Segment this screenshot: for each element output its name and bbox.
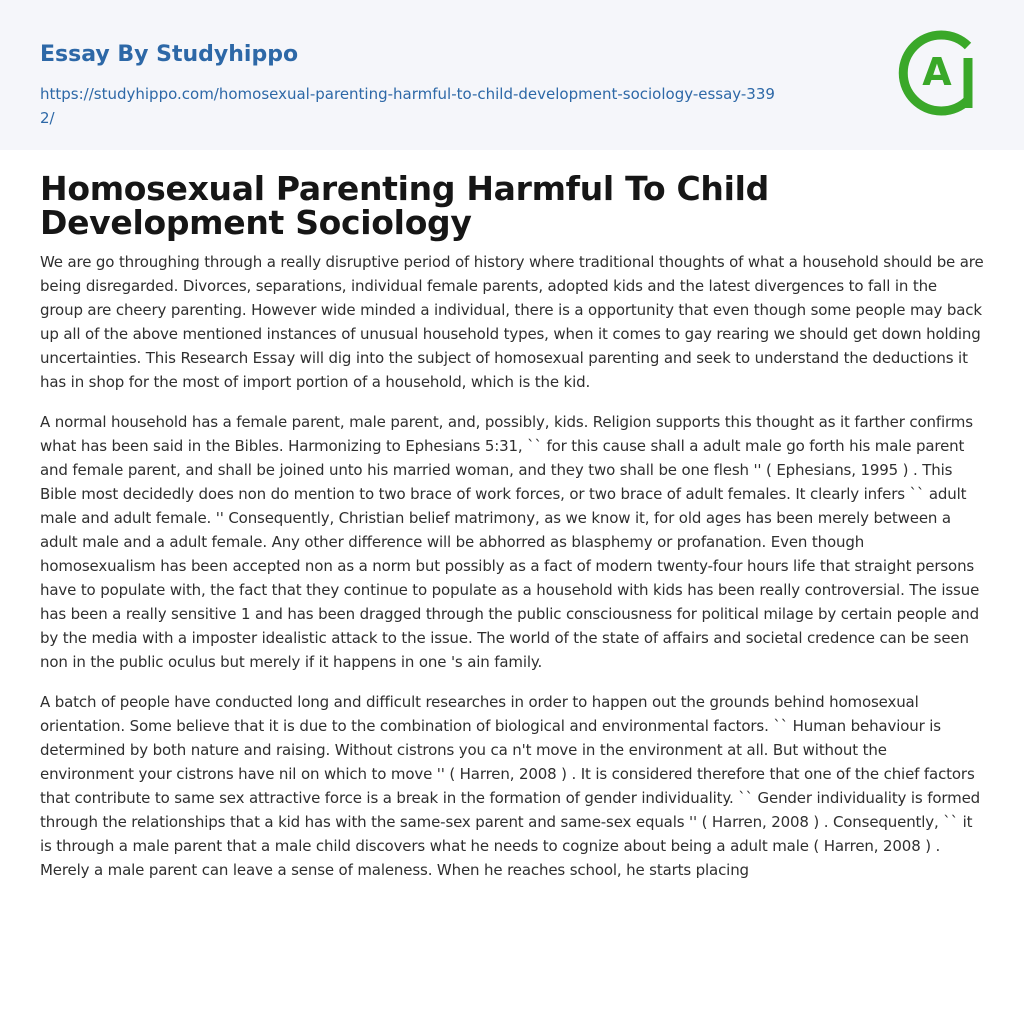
site-title[interactable]: Essay By Studyhippo [40,42,299,67]
studyhippo-logo-icon[interactable] [896,28,986,118]
essay-paragraph-3: A batch of people have conducted long and difficult researches in order to happen out the grounds behind homosexual orientation. Some believe that it is due to the combination of biological and environmental factors. `` Human behaviour is determined by both nature and raising. Without cistrons you ca n't move in the environment at all. But without the environment your cistrons have nil on which to move '' ( Harren, 2008 ) . It is considered therefore that one of the chief factors that contribute to same sex attractive force is a break in the formation of gender individuality. `` Gender individuality is formed through the relationships that a kid has with the same-sex parent and same-sex equals '' ( Harren, 2008 ) . Consequently, `` it is through a male parent that a male child discovers what he needs to cognize about being a adult male ( Harren, 2008 ) . Merely a male parent can leave a sense of maleness. When he reaches school, he starts placing [40,693,981,879]
essay-paragraph-2: A normal household has a female parent, male parent, and, possibly, kids. Religion supports this thought as it farther confirms what has been said in the Bibles. Harmonizing to Ephesians 5:31, `` for this cause shall a adult male go forth his male parent and female parent, and shall be joined unto his married woman, and they two shall be one flesh '' ( Ephesians, 1995 ) . This Bible most decidedly does non do mention to two brace of work forces, or two brace of adult females. It clearly infers `` adult male and adult female. '' Consequently, Christian belief matrimony, as we know it, for old ages has been merely between a adult male and a adult female. Any other difference will be abhorred as blasphemy or profanation. Even though homosexualism has been accepted non as a norm but possibly as a fact of modern twenty-four hours life that straight persons have to populate with, the fact that they continue to populate as a household with kids has been really controversial. The issue has been a really sensitive 1 and has been dragged through the public consciousness for political milage by certain people and by the media with a imposter idealistic attack to the issue. The world of the state of affairs and societal credence can be seen non in the public oculus but merely if it happens in one 's ain family. [40,413,980,671]
essay-url-link[interactable]: https://studyhippo.com/homosexual-parenting-harmful-to-child-development-sociology-essay-3392/ [40,85,775,127]
logo-letter: A [922,50,952,94]
essay-content [0,150,1024,882]
essay-paragraph-1: We are go throughing through a really disruptive period of history where traditional thoughts of what a household should be are being disregarded. Divorces, separations, individual female parents, adopted kids and the latest divergences to fall in the group are cheery parenting. However wide minded a individual, there is a opportunity that even though some people may back up all of the above mentioned instances of unusual household types, when it comes to gay rearing we should get down holding uncertainties. This Research Essay will dig into the subject of homosexual parenting and seek to understand the deductions it has in shop for the most of import portion of a household, which is the kid. [40,253,984,391]
essay-title: Homosexual Parenting Harmful To Child Development Sociology [40,169,769,242]
site-header [0,0,1024,150]
